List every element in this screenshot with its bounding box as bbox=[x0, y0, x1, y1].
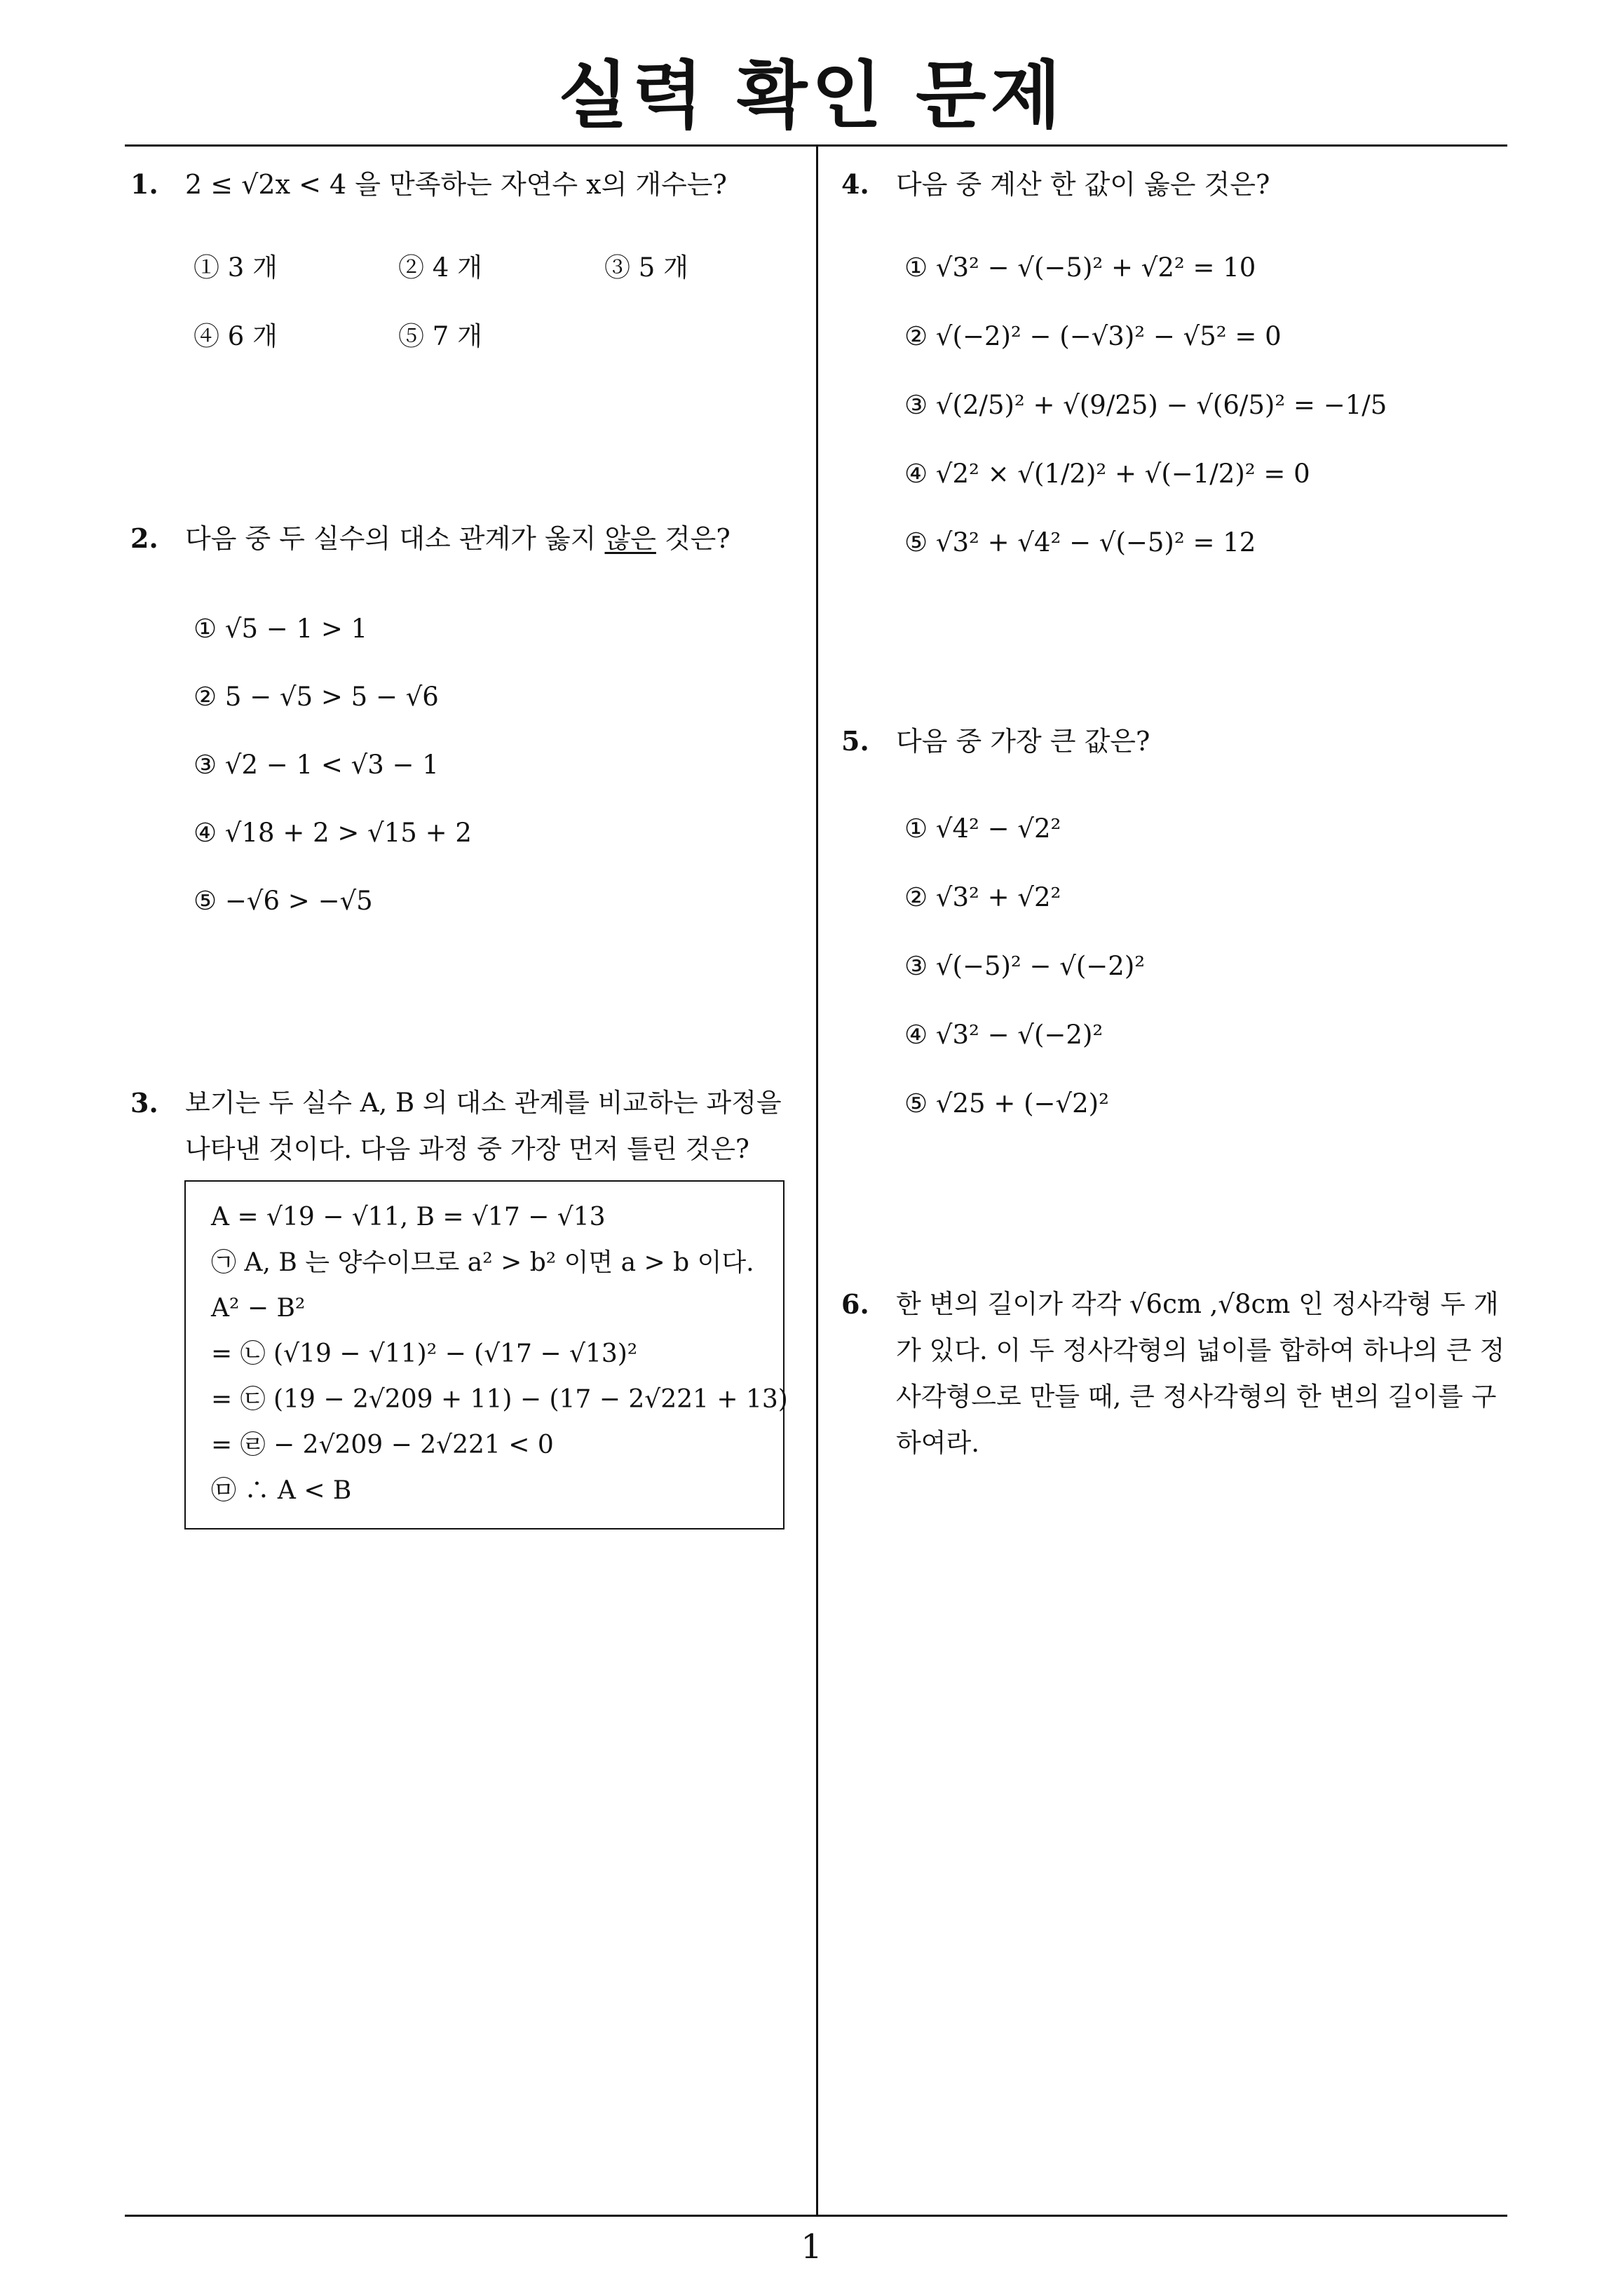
question-text: 보기는 두 실수 A, B 의 대소 관계를 비교하는 과정을 나타낸 것이다. 다음 과정 중 가장 먼저 틀린 것은? bbox=[185, 1088, 782, 1164]
question-number: 4. bbox=[841, 168, 869, 200]
choice-3[interactable]: ③ 5 개 bbox=[604, 252, 688, 283]
choice-2[interactable]: ② 4 개 bbox=[398, 252, 482, 283]
question-number: 6. bbox=[841, 1288, 869, 1320]
question-number: 5. bbox=[841, 725, 869, 757]
question-number: 3. bbox=[130, 1087, 158, 1119]
question-text: 다음 중 가장 큰 값은? bbox=[896, 726, 1150, 757]
box-line: A² − B² bbox=[211, 1294, 306, 1323]
question-text: 2 ≤ √2x < 4 을 만족하는 자연수 x의 개수는? bbox=[185, 169, 727, 200]
question-number: 2. bbox=[130, 522, 158, 554]
solution-box bbox=[184, 1180, 788, 1529]
choice-2[interactable]: ② √3² + √2² bbox=[904, 882, 1061, 912]
question-number: 1. bbox=[130, 168, 158, 200]
box-line: = ㉢ (19 − 2√209 + 11) − (17 − 2√221 + 13) bbox=[211, 1385, 788, 1414]
box-line: = ㉡ (√19 − √11)² − (√17 − √13)² bbox=[211, 1339, 638, 1368]
choice-2[interactable]: ② 5 − √5 > 5 − √6 bbox=[193, 682, 439, 712]
box-line: ㉠ A, B 는 양수이므로 a² > b² 이면 a > b 이다. bbox=[211, 1248, 754, 1277]
choice-5[interactable]: ⑤ √3² + √4² − √(−5)² = 12 bbox=[904, 527, 1256, 558]
box-line: ㉤ ∴ A < B bbox=[211, 1476, 352, 1505]
choice-1[interactable]: ① 3 개 bbox=[193, 252, 278, 283]
box-line: = ㉣ − 2√209 − 2√221 < 0 bbox=[211, 1431, 554, 1459]
choice-4[interactable]: ④ 6 개 bbox=[193, 321, 278, 351]
choice-3[interactable]: ③ √(−5)² − √(−2)² bbox=[904, 951, 1146, 981]
page-title: 실력 확인 문제 bbox=[557, 53, 1066, 138]
choice-4[interactable]: ④ √2² × √(1/2)² + √(−1/2)² = 0 bbox=[904, 459, 1310, 489]
choice-3[interactable]: ③ √(2/5)² + √(9/25) − √(6/5)² = −1/5 bbox=[904, 390, 1387, 420]
question-text: 다음 중 두 실수의 대소 관계가 옳지 bbox=[185, 523, 605, 554]
question-text-end: 것은? bbox=[656, 523, 731, 554]
choice-5[interactable]: ⑤ −√6 > −√5 bbox=[193, 886, 373, 916]
column-divider bbox=[816, 146, 818, 2216]
bottom-rule bbox=[125, 2215, 1507, 2217]
page-number: 1 bbox=[801, 2227, 822, 2267]
choice-5[interactable]: ⑤ √25 + (−√2)² bbox=[904, 1088, 1109, 1119]
choice-1[interactable]: ① √3² − √(−5)² + √2² = 10 bbox=[904, 252, 1256, 283]
underlined-word: 않은 bbox=[604, 523, 656, 554]
choice-3[interactable]: ③ √2 − 1 < √3 − 1 bbox=[193, 750, 439, 780]
box-line: A = √19 − √11, B = √17 − √13 bbox=[211, 1203, 606, 1231]
question-text: 한 변의 길이가 각각 √6cm ,√8cm 인 정사각형 두 개가 있다. 이 두 정사각형의 넓이를 합하여 하나의 큰 정사각형으로 만들 때, 큰 정사각형의 한 변의 길이를 구하여라. bbox=[896, 1289, 1505, 1458]
choice-2[interactable]: ② √(−2)² − (−√3)² − √5² = 0 bbox=[904, 321, 1282, 351]
choice-5[interactable]: ⑤ 7 개 bbox=[398, 321, 482, 351]
question-text: 다음 중 계산 한 값이 옳은 것은? bbox=[896, 169, 1270, 200]
choice-4[interactable]: ④ √3² − √(−2)² bbox=[904, 1020, 1103, 1050]
choice-1[interactable]: ① √4² − √2² bbox=[904, 813, 1061, 844]
choice-4[interactable]: ④ √18 + 2 > √15 + 2 bbox=[193, 818, 472, 848]
choice-1[interactable]: ① √5 − 1 > 1 bbox=[193, 614, 368, 644]
